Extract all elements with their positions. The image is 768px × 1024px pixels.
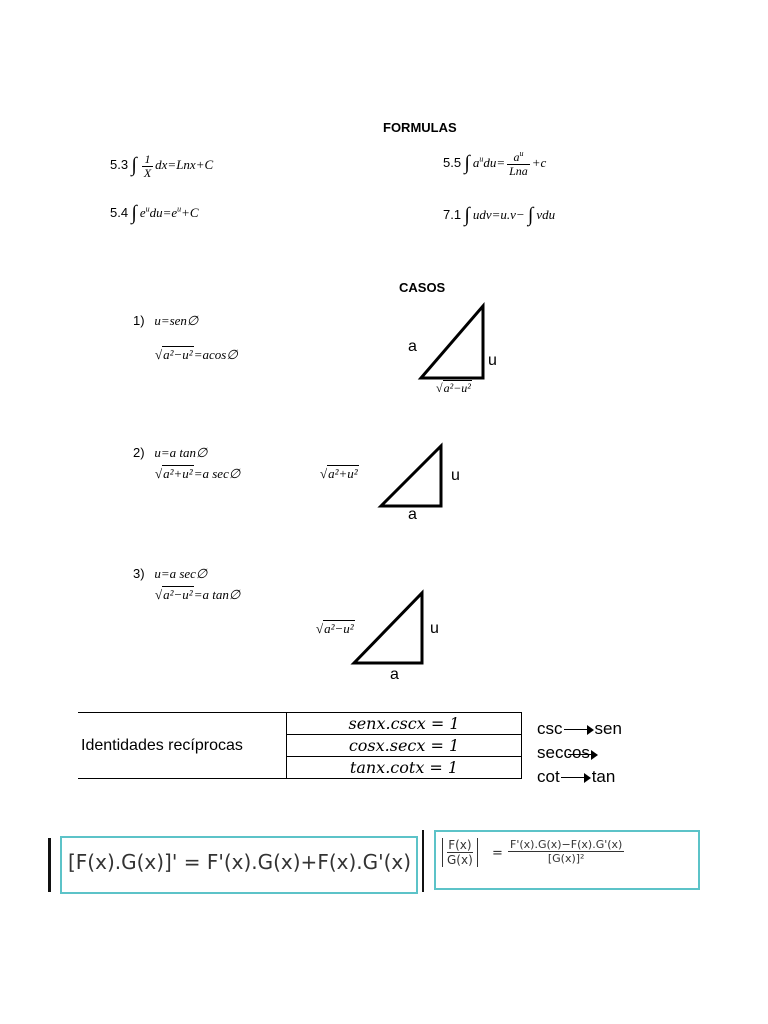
reciprocal-row: [537, 743, 622, 767]
radicand: a²−u²: [163, 587, 193, 602]
radicand: a²−u²: [163, 347, 193, 362]
square-root: √a²−u²: [436, 381, 471, 395]
triangle-hypotenuse-label: [320, 466, 359, 482]
reciprocal-from: csc: [537, 719, 563, 738]
quotient-rhs-denominator: [G(x)]²: [547, 852, 585, 865]
case-2-line-2: [155, 466, 240, 482]
radicand: a²+u²: [163, 466, 193, 481]
triangle-base-label: a: [408, 506, 417, 523]
casos-heading: CASOS: [399, 280, 446, 295]
arrow-right-icon: [564, 725, 594, 735]
quotient-lhs-numerator: F(x): [448, 838, 472, 852]
fraction: [142, 153, 153, 179]
formula-number: 5.3: [110, 157, 129, 172]
case-1-line-1: [133, 313, 198, 329]
integral-sign: ∫: [131, 154, 137, 176]
reciprocal-from: sec: [537, 743, 564, 762]
identity-row: cosx.secx = 1: [287, 735, 522, 757]
formula-exponent: u: [479, 154, 484, 164]
fraction-numerator: 1: [142, 153, 153, 167]
formula-middle: du=: [483, 155, 506, 170]
quotient-rule-box: [434, 830, 700, 890]
divider-bar: [422, 830, 424, 892]
reciprocal-to: tan: [591, 767, 616, 786]
integral-sign: ∫: [464, 152, 470, 174]
formula-left: udv=u.v−: [472, 207, 525, 222]
triangle-side-label: u: [451, 467, 460, 484]
case-number: 2): [133, 445, 145, 460]
radicand: a²−u²: [324, 621, 354, 636]
reciprocal-from: cot: [537, 767, 560, 786]
case-equation: u=a sec∅: [154, 566, 208, 581]
square-root: √a²−u²: [155, 347, 193, 362]
identity-row: senx.cscx = 1: [287, 713, 522, 735]
case-3-line-2: [155, 587, 240, 603]
formula-5-3: [110, 152, 213, 179]
case-equation: =acos∅: [193, 347, 238, 362]
right-triangle: [381, 446, 441, 506]
arrow-right-icon: [568, 750, 598, 760]
reciprocal-to: cos: [563, 743, 590, 762]
square-root: √a²+u²: [155, 466, 193, 481]
square-root: √a²−u²: [316, 621, 354, 636]
formula-number: 5.4: [110, 205, 129, 220]
integral-sign: ∫: [464, 204, 470, 226]
numerator-exponent: u: [519, 149, 524, 159]
formula-rest: dx=Lnx+C: [155, 157, 214, 172]
quotient-lhs: [442, 838, 478, 867]
formula-number: 5.5: [443, 155, 462, 170]
right-triangle: [354, 593, 422, 663]
triangle-side-label: u: [430, 620, 439, 637]
equals-sign: =: [492, 846, 503, 861]
reciprocals-list: [537, 719, 622, 791]
triangle-case-3: [348, 587, 428, 667]
quotient-rhs: [508, 838, 624, 865]
formula-rest: +C: [181, 205, 199, 220]
divider-bar: [48, 838, 51, 892]
case-equation: u=sen∅: [154, 313, 199, 328]
triangle-base-label: a: [390, 666, 399, 683]
formula-middle: du=e: [149, 205, 178, 220]
identities-title: Identidades recíprocas: [78, 713, 287, 779]
numerator-base: a: [513, 150, 520, 165]
page-title: FORMULAS: [383, 120, 457, 135]
fraction-numerator: [507, 150, 530, 165]
triangle-case-1: [415, 300, 495, 385]
formula-5-5: [443, 150, 546, 178]
quotient-rhs-numerator: F'(x).G(x)−F(x).G'(x): [510, 838, 623, 851]
fraction-denominator: X: [143, 165, 152, 180]
formula-7-1: [443, 202, 555, 225]
integral-sign: ∫: [527, 204, 534, 226]
identities-table: [78, 712, 522, 779]
product-rule: [F(x).G(x)]' = F'(x).G(x)+F(x).G'(x): [68, 850, 412, 874]
arrow-right-icon: [561, 773, 591, 783]
radicand: a²+u²: [328, 466, 358, 481]
square-root: √a²−u²: [155, 587, 193, 602]
right-triangle: [421, 306, 483, 378]
triangle-case-2: [375, 440, 450, 512]
case-equation: =a tan∅: [193, 587, 241, 602]
reciprocal-to: sen: [594, 719, 622, 738]
triangle-hypotenuse-label: a: [408, 338, 417, 355]
case-2-line-1: [133, 445, 207, 461]
formula-base: a: [472, 155, 480, 170]
reciprocal-row: [537, 767, 622, 791]
quotient-lhs-denominator: G(x): [447, 853, 473, 867]
formula-exponent: u: [145, 204, 150, 214]
case-3-line-1: [133, 566, 207, 582]
triangle-side-label: u: [488, 352, 497, 369]
formula-rest: +c: [531, 155, 547, 170]
case-number: 3): [133, 566, 145, 581]
formula-5-4: [110, 200, 199, 223]
formula-right: vdu: [536, 207, 556, 222]
triangle-base-label: [436, 381, 472, 396]
product-rule-box: [60, 836, 418, 894]
integral-sign: ∫: [131, 202, 137, 224]
case-number: 1): [133, 313, 145, 328]
formula-exponent: u: [177, 204, 182, 214]
case-1-line-2: [155, 347, 238, 363]
formula-number: 7.1: [443, 207, 462, 222]
fraction: [507, 150, 530, 177]
fraction-denominator: Lna: [509, 164, 528, 179]
case-equation: u=a tan∅: [154, 445, 208, 460]
radicand: a²−u²: [443, 381, 471, 395]
reciprocal-row: [537, 719, 622, 743]
formula-base: e: [139, 205, 146, 220]
identity-row: tanx.cotx = 1: [287, 757, 522, 779]
square-root: √a²+u²: [320, 466, 358, 481]
case-equation: =a sec∅: [193, 466, 241, 481]
